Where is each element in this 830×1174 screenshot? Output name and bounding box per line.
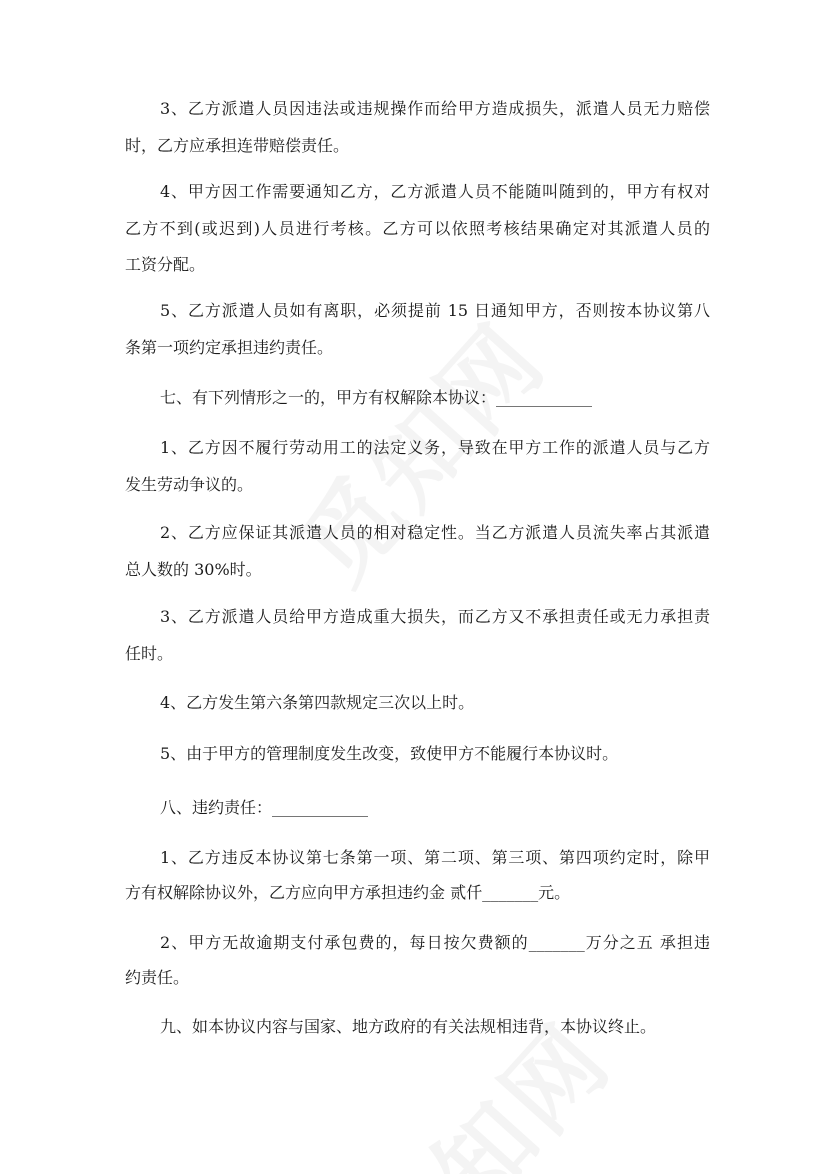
paragraph-line: 八、违约责任：____________ [160,798,369,817]
paragraph-line: 3、乙方派遣人员给甲方造成重大损失，而乙方又不承担责任或无力承担责 [160,607,710,626]
clause-paragraph [125,91,710,164]
clause-paragraph [125,925,710,995]
paragraph-line: 4、甲方因工作需要通知乙方，乙方派遣人员不能随叫随到的，甲方有权对 [160,182,710,201]
section-heading [125,380,710,417]
paragraph-line: 工资分配。 [125,255,206,274]
paragraph-line: 5、乙方派遣人员如有离职，必须提前 15 日通知甲方，否则按本协议第八 [160,301,710,320]
clause-paragraph [125,736,710,773]
paragraph-line: 发生劳动争议的。 [125,474,254,494]
paragraph-line: 方有权解除协议外，乙方应向甲方承担违约金 贰仟_______元。 [125,883,571,902]
clause-paragraph [125,293,710,366]
section-heading [125,790,710,827]
paragraph-line: 3、乙方派遣人员因违法或违规操作而给甲方造成损失，派遣人员无力赔偿 [160,99,710,118]
clause-paragraph [125,599,710,672]
paragraph-line: 约责任。 [125,968,190,987]
clause-paragraph [125,515,710,588]
section-heading [125,1009,710,1046]
paragraph-line: 七、有下列情形之一的，甲方有权解除本协议：____________ [160,388,593,407]
paragraph-line: 1、乙方因不履行劳动用工的法定义务，导致在甲方工作的派遣人员与乙方 [160,438,710,457]
paragraph-line: 九、如本协议内容与国家、地方政府的有关法规相违背，本协议终止。 [160,1017,657,1036]
clause-paragraph [125,430,710,503]
paragraph-line: 条第一项约定承担违约责任。 [125,337,334,357]
paragraph-line: 2、乙方应保证其派遣人员的相对稳定性。当乙方派遣人员流失率占其派遣 [160,523,710,542]
paragraph-line: 时，乙方应承担连带赔偿责任。 [125,135,350,155]
paragraph-line: 总人数的 30%时。 [125,559,262,579]
paragraph-line: 5、由于甲方的管理制度发生改变，致使甲方不能履行本协议时。 [160,744,619,763]
clause-paragraph [125,840,710,910]
paragraph-line: 乙方不到(或迟到)人员进行考核。乙方可以依照考核结果确定对其派遣人员的 [125,218,710,238]
paragraph-line: 任时。 [125,643,174,663]
clause-paragraph [125,685,710,722]
paragraph-line: 4、乙方发生第六条第四款规定三次以上时。 [160,693,475,712]
paragraph-line: 2、甲方无故逾期支付承包费的，每日按欠费额的_______万分之五 承担违 [160,933,710,952]
clause-paragraph [125,174,710,284]
paragraph-line: 1、乙方违反本协议第七条第一项、第二项、第三项、第四项约定时，除甲 [160,848,710,867]
